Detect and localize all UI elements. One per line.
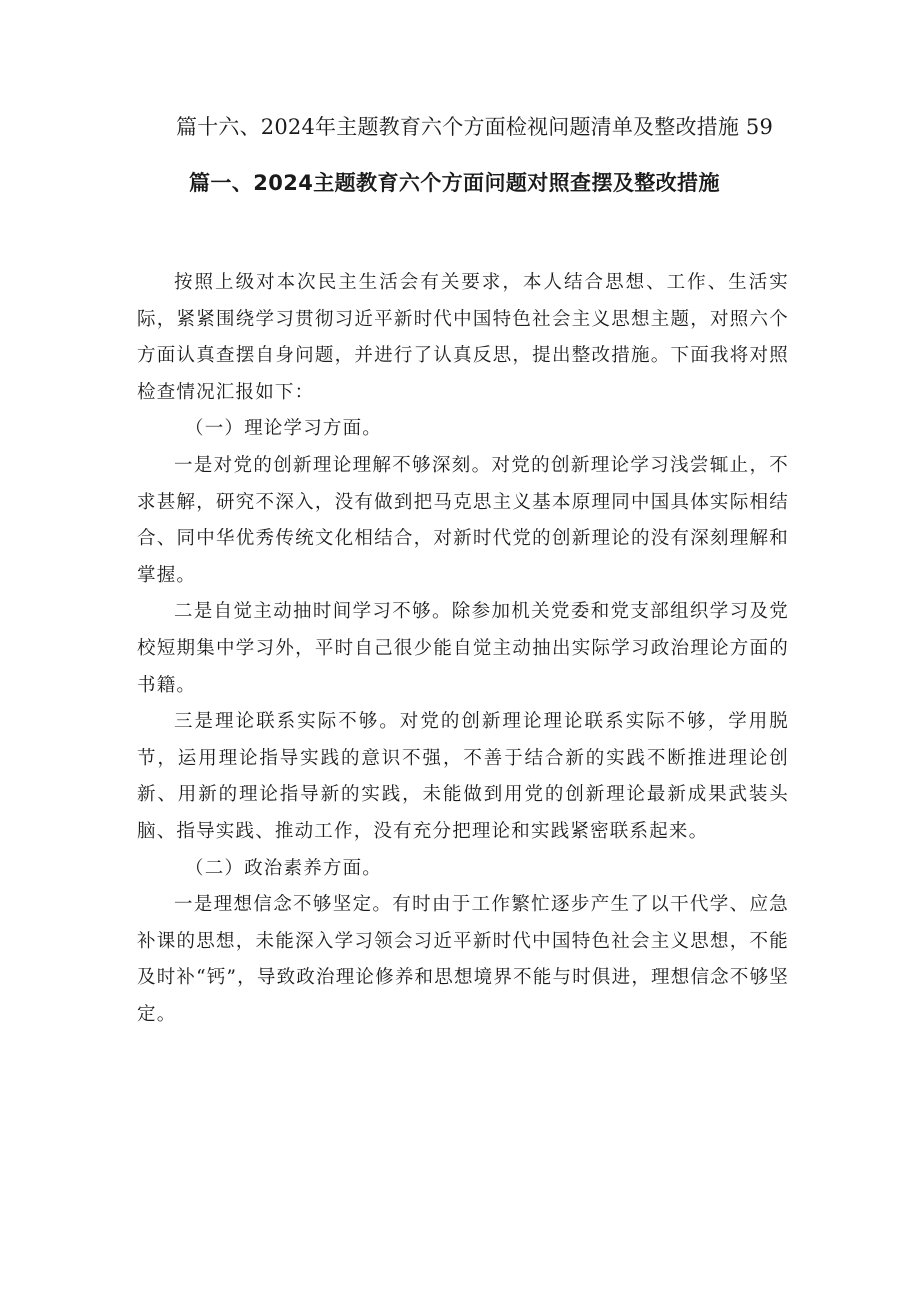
paragraph-political-point-1: 一是理想信念不够坚定。有时由于工作繁忙逐步产生了以干代学、应急补课的思想，未能深入学习领会习近平新时代中国特色社会主义思想，不能及时补“钙”，导致政治理论修养和思想境界不能与时俱进，理想信念不够坚定。 bbox=[137, 894, 789, 1025]
section-heading-theory-study: （一）理论学习方面。 bbox=[185, 418, 383, 440]
section-heading-political-literacy: （二）政治素养方面。 bbox=[185, 857, 383, 879]
intro-paragraph: 按照上级对本次民主生活会有关要求，本人结合思想、工作、生活实际，紧紧围绕学习贯彻习近平新时代中国特色社会主义思想主题，对照六个方面认真查摆自身问题，并进行了认真反思，提出整改措施。下面我将对照检查情况汇报如下： bbox=[137, 272, 789, 403]
toc-entry: 篇十六、2024年主题教育六个方面检视问题清单及整改措施 59 bbox=[176, 115, 774, 139]
document-body bbox=[137, 265, 789, 1033]
paragraph-theory-point-2: 二是自觉主动抽时间学习不够。除参加机关党委和党支部组织学习及党校短期集中学习外，平时自己很少能自觉主动抽出实际学习政治理论方面的书籍。 bbox=[137, 601, 789, 696]
paragraph-theory-point-1: 一是对党的创新理论理解不够深刻。对党的创新理论学习浅尝辄止，不求甚解，研究不深入，没有做到把马克思主义基本原理同中国具体实际相结合、同中华优秀传统文化相结合，对新时代党的创新理论的没有深刻理解和掌握。 bbox=[137, 454, 789, 586]
paragraph-theory-point-3: 三是理论联系实际不够。对党的创新理论理论联系实际不够，学用脱节，运用理论指导实践的意识不强，不善于结合新的实践不断推进理论创新、用新的理论指导新的实践，未能做到用党的创新理论最新成果武装头脑、指导实践、推动工作，没有充分把理论和实践紧密联系起来。 bbox=[137, 711, 789, 842]
document-title: 篇一、2024主题教育六个方面问题对照查摆及整改措施 bbox=[189, 171, 720, 195]
